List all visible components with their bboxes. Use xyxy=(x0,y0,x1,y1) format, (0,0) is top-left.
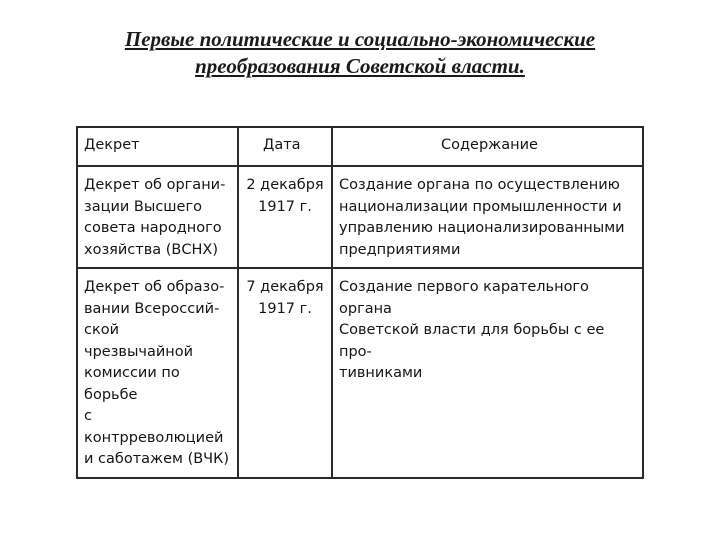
decree-cell xyxy=(77,166,238,268)
table-row xyxy=(77,268,643,478)
decrees-table xyxy=(76,126,644,479)
date-cell xyxy=(238,268,332,478)
column-header-decree: Декрет xyxy=(77,127,238,166)
table-row xyxy=(77,166,643,268)
decree-text: Декрет об образо- вании Всероссий- ской чрезвычайной комиссии по борьбе с контрреволюцией и саботажем (ВЧК) xyxy=(84,279,230,467)
date-text: 7 декабря 1917 г. xyxy=(246,279,324,317)
column-header-date: Дата xyxy=(238,127,332,166)
decree-cell xyxy=(77,268,238,478)
column-header-content: Содержание xyxy=(332,127,643,166)
content-text: Создание органа по осуществлению национализации промышленности и управлению национализированными предприятиями xyxy=(339,177,625,258)
content-cell xyxy=(332,166,643,268)
page-title xyxy=(40,26,680,80)
page-title-line-1: Первые политические и социально-экономические xyxy=(124,27,596,51)
date-cell xyxy=(238,166,332,268)
date-text: 2 декабря 1917 г. xyxy=(246,177,324,215)
content-cell xyxy=(332,268,643,478)
page-title-line-2: преобразования Советской власти. xyxy=(195,54,525,78)
decree-text: Декрет об органи- зации Высшего совета народного хозяйства (ВСНХ) xyxy=(84,177,226,258)
table-header-row xyxy=(77,127,643,166)
content-text: Создание первого карательного органа Советской власти для борьбы с ее про- тивниками xyxy=(339,279,605,381)
